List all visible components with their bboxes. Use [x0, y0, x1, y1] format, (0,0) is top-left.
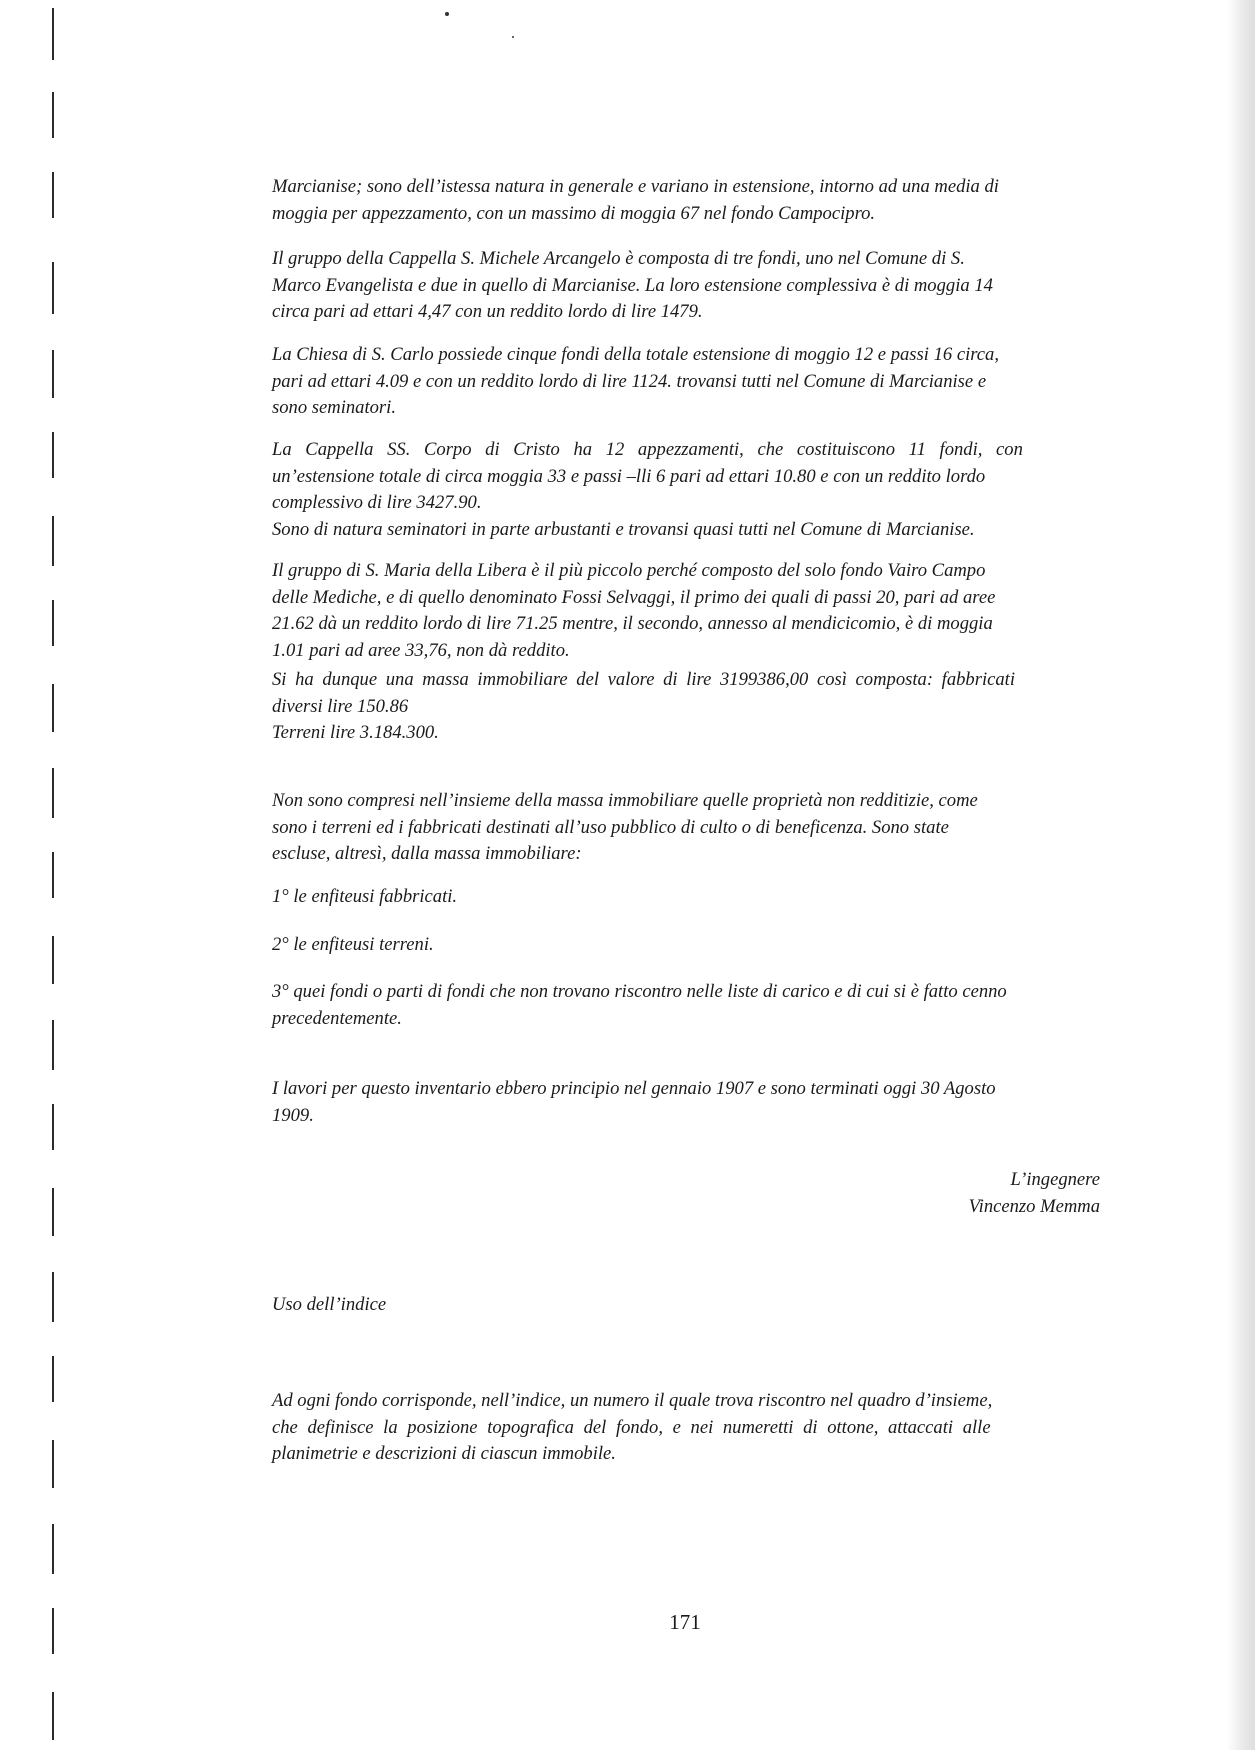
binding-mark	[52, 1188, 54, 1236]
paragraph	[272, 246, 1102, 326]
binding-mark	[52, 1356, 54, 1402]
binding-mark	[52, 684, 54, 732]
text-line: Non sono compresi nell’insieme della massa immobiliare quelle proprietà non redditizie, come	[272, 790, 978, 811]
binding-mark	[52, 92, 54, 138]
text-line: 3° quei fondi o parti di fondi che non trovano riscontro nelle liste di carico e di cui si è fatto cenno	[272, 981, 1007, 1002]
binding-mark	[52, 1104, 54, 1150]
text-line: 1.01 pari ad aree 33,76, non dà reddito.	[272, 639, 570, 661]
binding-mark	[52, 1020, 54, 1070]
text-line: 2° le enfiteusi terreni.	[272, 934, 434, 955]
paragraph	[272, 1388, 1102, 1468]
text-line: 1909.	[272, 1104, 314, 1126]
binding-mark	[52, 600, 54, 646]
list-item	[272, 884, 1102, 911]
text-line: 1° le enfiteusi fabbricati.	[272, 886, 458, 907]
text-line: sono i terreni ed i fabbricati destinati all’uso pubblico di culto o di beneficenza. Sono state	[272, 816, 949, 838]
text-line: complessivo di lire 3427.90.	[272, 492, 482, 513]
binding-mark	[52, 350, 54, 398]
text-line: Ad ogni fondo corrisponde, nell’indice, un numero il quale trova riscontro nel quadro d’insieme,	[272, 1390, 993, 1411]
text-line: moggia per appezzamento, con un massimo di moggia 67 nel fondo Campocipro.	[272, 202, 876, 224]
text-line: sono seminatori.	[272, 397, 396, 418]
binding-mark	[52, 516, 54, 566]
page-number: 171	[669, 1610, 701, 1634]
signature-title: L’ingegnere	[1010, 1169, 1100, 1190]
binding-mark	[52, 1440, 54, 1488]
list-item	[272, 932, 1102, 959]
text-line: Il gruppo di S. Maria della Libera è il più piccolo perché composto del solo fondo Vairo Campo	[272, 560, 986, 581]
signature-block	[969, 1166, 1100, 1220]
scan-speck	[445, 12, 449, 16]
text-line: un’estensione totale di circa moggia 33 e passi –lli 6 pari ad ettari 10.80 e con un reddito lordo	[272, 465, 986, 487]
binding-mark	[52, 936, 54, 984]
binding-mark	[52, 1692, 54, 1740]
text-line: diversi lire 150.86	[272, 695, 409, 717]
text-line: Terreni lire 3.184.300.	[272, 722, 439, 743]
text-line: Il gruppo della Cappella S. Michele Arcangelo è composta di tre fondi, uno nel Comune di S.	[272, 248, 965, 269]
binding-mark	[52, 1524, 54, 1574]
text-line: La Chiesa di S. Carlo possiede cinque fondi della totale estensione di moggio 12 e passi 16 circa,	[272, 344, 999, 365]
binding-mark	[52, 262, 54, 314]
binding-mark	[52, 8, 54, 60]
binding-mark	[52, 1272, 54, 1322]
text-line: delle Mediche, e di quello denominato Fossi Selvaggi, il primo dei quali di passi 20, pari ad aree	[272, 586, 996, 608]
signature-name: Vincenzo Memma	[968, 1196, 1100, 1217]
paragraph	[272, 788, 1102, 868]
text-line: La Cappella SS. Corpo di Cristo ha 12 appezzamenti, che costituiscono 11 fondi, con	[272, 439, 1023, 460]
scan-edge-shadow	[1227, 0, 1255, 1750]
paragraph	[272, 558, 1102, 664]
text-line: I lavori per questo inventario ebbero principio nel gennaio 1907 e sono terminati oggi 30 Agosto	[272, 1078, 996, 1099]
binding-mark	[52, 768, 54, 818]
text-line: planimetrie e descrizioni di ciascun immobile.	[272, 1443, 616, 1464]
binding-mark	[52, 172, 54, 218]
text-line: escluse, altresì, dalla massa immobiliare:	[272, 843, 582, 864]
text-line: Si ha dunque una massa immobiliare del valore di lire 3199386,00 così composta: fabbricati	[272, 669, 1016, 690]
paragraph	[272, 437, 1102, 543]
binding-mark	[52, 852, 54, 898]
text-line: Uso dell’indice	[272, 1294, 387, 1315]
section-heading	[272, 1292, 1102, 1319]
text-line: precedentemente.	[272, 1007, 402, 1029]
list-item	[272, 979, 1102, 1032]
text-line: circa pari ad ettari 4,47 con un reddito lordo di lire 1479.	[272, 301, 703, 322]
text-line: 21.62 dà un reddito lordo di lire 71.25 mentre, il secondo, annesso al mendicicomio, è di moggia	[272, 613, 993, 634]
binding-mark	[52, 432, 54, 478]
paragraph	[272, 667, 1102, 747]
text-line: pari ad ettari 4.09 e con un reddito lordo di lire 1124. trovansi tutti nel Comune di Marcianise e	[272, 370, 987, 392]
text-line: Marcianise; sono dell’istessa natura in generale e variano in estensione, intorno ad una media di	[272, 176, 999, 197]
text-line: che definisce la posizione topografica del fondo, e nei numeretti di ottone, attaccati alle	[272, 1416, 991, 1438]
paragraph	[272, 1076, 1102, 1129]
paragraph	[272, 342, 1102, 422]
paragraph	[272, 174, 1102, 227]
scan-speck	[512, 36, 514, 38]
text-line: Sono di natura seminatori in parte arbustanti e trovansi quasi tutti nel Comune di Marcianise.	[272, 518, 975, 540]
text-line: Marco Evangelista e due in quello di Marcianise. La loro estensione complessiva è di moggia 14	[272, 274, 993, 296]
